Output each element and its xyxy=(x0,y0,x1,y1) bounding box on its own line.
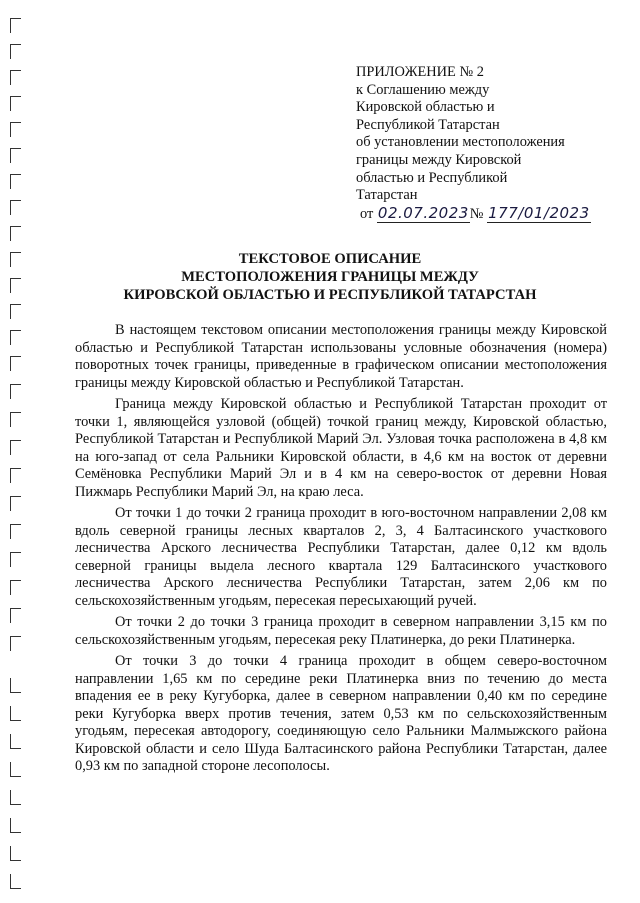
binding-mark xyxy=(10,304,21,319)
binding-mark xyxy=(10,384,21,399)
binding-mark xyxy=(10,524,21,539)
binding-mark xyxy=(10,148,21,163)
binding-mark xyxy=(10,70,21,85)
binding-mark xyxy=(10,412,21,427)
appendix-line: к Соглашению между xyxy=(356,81,490,98)
binding-mark xyxy=(10,790,21,805)
binding-mark xyxy=(10,44,21,59)
binding-mark xyxy=(10,278,21,293)
binding-mark xyxy=(10,734,21,749)
title-line: КИРОВСКОЙ ОБЛАСТЬЮ И РЕСПУБЛИКОЙ ТАТАРСТАН xyxy=(123,287,537,303)
appendix-line: Кировской областью и xyxy=(356,99,495,116)
title-line: ТЕКСТОВОЕ ОПИСАНИЕ xyxy=(238,251,422,267)
binding-mark xyxy=(10,818,21,833)
binding-mark xyxy=(10,174,21,189)
appendix-line: ПРИЛОЖЕНИЕ № 2 xyxy=(356,64,484,80)
binding-margin-marks xyxy=(10,18,28,898)
binding-mark xyxy=(10,706,21,721)
appendix-line: Республикой Татарстан xyxy=(356,116,500,133)
appendix-line: Татарстан xyxy=(356,187,418,204)
paragraph: От точки 2 до точки 3 граница проходит в северном направлении 3,15 км по сельскохозяйственным угодьям, пересекая реку Платинерка, до реки Платинерка. xyxy=(75,614,607,648)
handwritten-date: 02.07.2023 xyxy=(377,203,469,222)
appendix-line: границы между Кировской xyxy=(356,151,522,168)
appendix-line: областью и Республикой xyxy=(356,169,508,186)
binding-mark xyxy=(10,440,21,455)
binding-mark xyxy=(10,846,21,861)
binding-mark xyxy=(10,874,21,889)
binding-mark xyxy=(10,200,21,215)
binding-mark xyxy=(10,580,21,595)
binding-mark xyxy=(10,356,21,371)
binding-mark xyxy=(10,330,21,345)
title-line: МЕСТОПОЛОЖЕНИЯ ГРАНИЦЫ МЕЖДУ xyxy=(181,269,479,285)
paragraph: От точки 1 до точки 2 граница проходит в юго-восточном направлении 2,08 км вдоль северной границы лесных кварталов 2, 3, 4 Балтасинского участкового лесничества Арского лесничества Республики Татарстан, далее 0,12 км вдоль северной границы выдела лесного квартала 129 Балтасинского участкового лесничества Арского лесничества Республики Татарстан, затем 2,06 км по сельскохозяйственным угодьям, пересекая пересыхающий ручей. xyxy=(75,505,607,609)
binding-mark xyxy=(10,122,21,137)
binding-mark xyxy=(10,96,21,111)
binding-mark xyxy=(10,762,21,777)
paragraph: От точки 3 до точки 4 граница проходит в общем северо-восточном направлении 1,65 км по середине реки Платинерка вниз по течению до места впадения ее в реку Кугуборка, далее в северном направлении 0,40 км по середине реки Кугуборка вверх против течения, затем 0,53 км по сельскохозяйственным угодьям, пересекая автодорогу, соединяющую село Ральники Малмыжского района Кировской области и село Шуда Балтасинского района Республики Татарстан, далее 0,93 км по западной стороне лесополосы. xyxy=(75,653,607,774)
number-label: № xyxy=(469,205,484,222)
binding-mark xyxy=(10,496,21,511)
binding-mark xyxy=(10,252,21,267)
binding-mark xyxy=(10,468,21,483)
binding-mark xyxy=(10,678,21,693)
agreement-date-number xyxy=(360,205,616,224)
binding-mark xyxy=(10,552,21,567)
appendix-line: об установлении местоположения xyxy=(356,134,565,151)
binding-mark xyxy=(10,18,21,33)
document-title xyxy=(60,250,600,304)
binding-mark xyxy=(10,226,21,241)
paragraph: Граница между Кировской областью и Республикой Татарстан проходит от точки 1, являющейся узловой (общей) точкой границ между, Кировской областью, Республикой Татарстан и Республикой Марий Эл. Узловая точка расположена в 4,8 км на юго-запад от села Ральники Кировской области, в 4,6 км на восток от деревни Семёновка Республики Марий Эл и в 4 км на северо-восток от деревни Новая Пижмарь Республики Марий Эл, на краю леса. xyxy=(75,396,607,500)
handwritten-number: 177/01/2023 xyxy=(488,203,590,222)
binding-mark xyxy=(10,608,21,623)
document-body xyxy=(75,322,607,780)
from-label: от xyxy=(360,205,374,222)
paragraph: В настоящем текстовом описании местоположения границы между Кировской областью и Республикой Татарстан использованы условные обозначения (номера) поворотных точек границы, приведенные в графическом описании местоположения границы между Кировской областью и Республикой Татарстан. xyxy=(75,322,607,391)
appendix-header xyxy=(356,64,616,223)
binding-mark xyxy=(10,636,21,651)
